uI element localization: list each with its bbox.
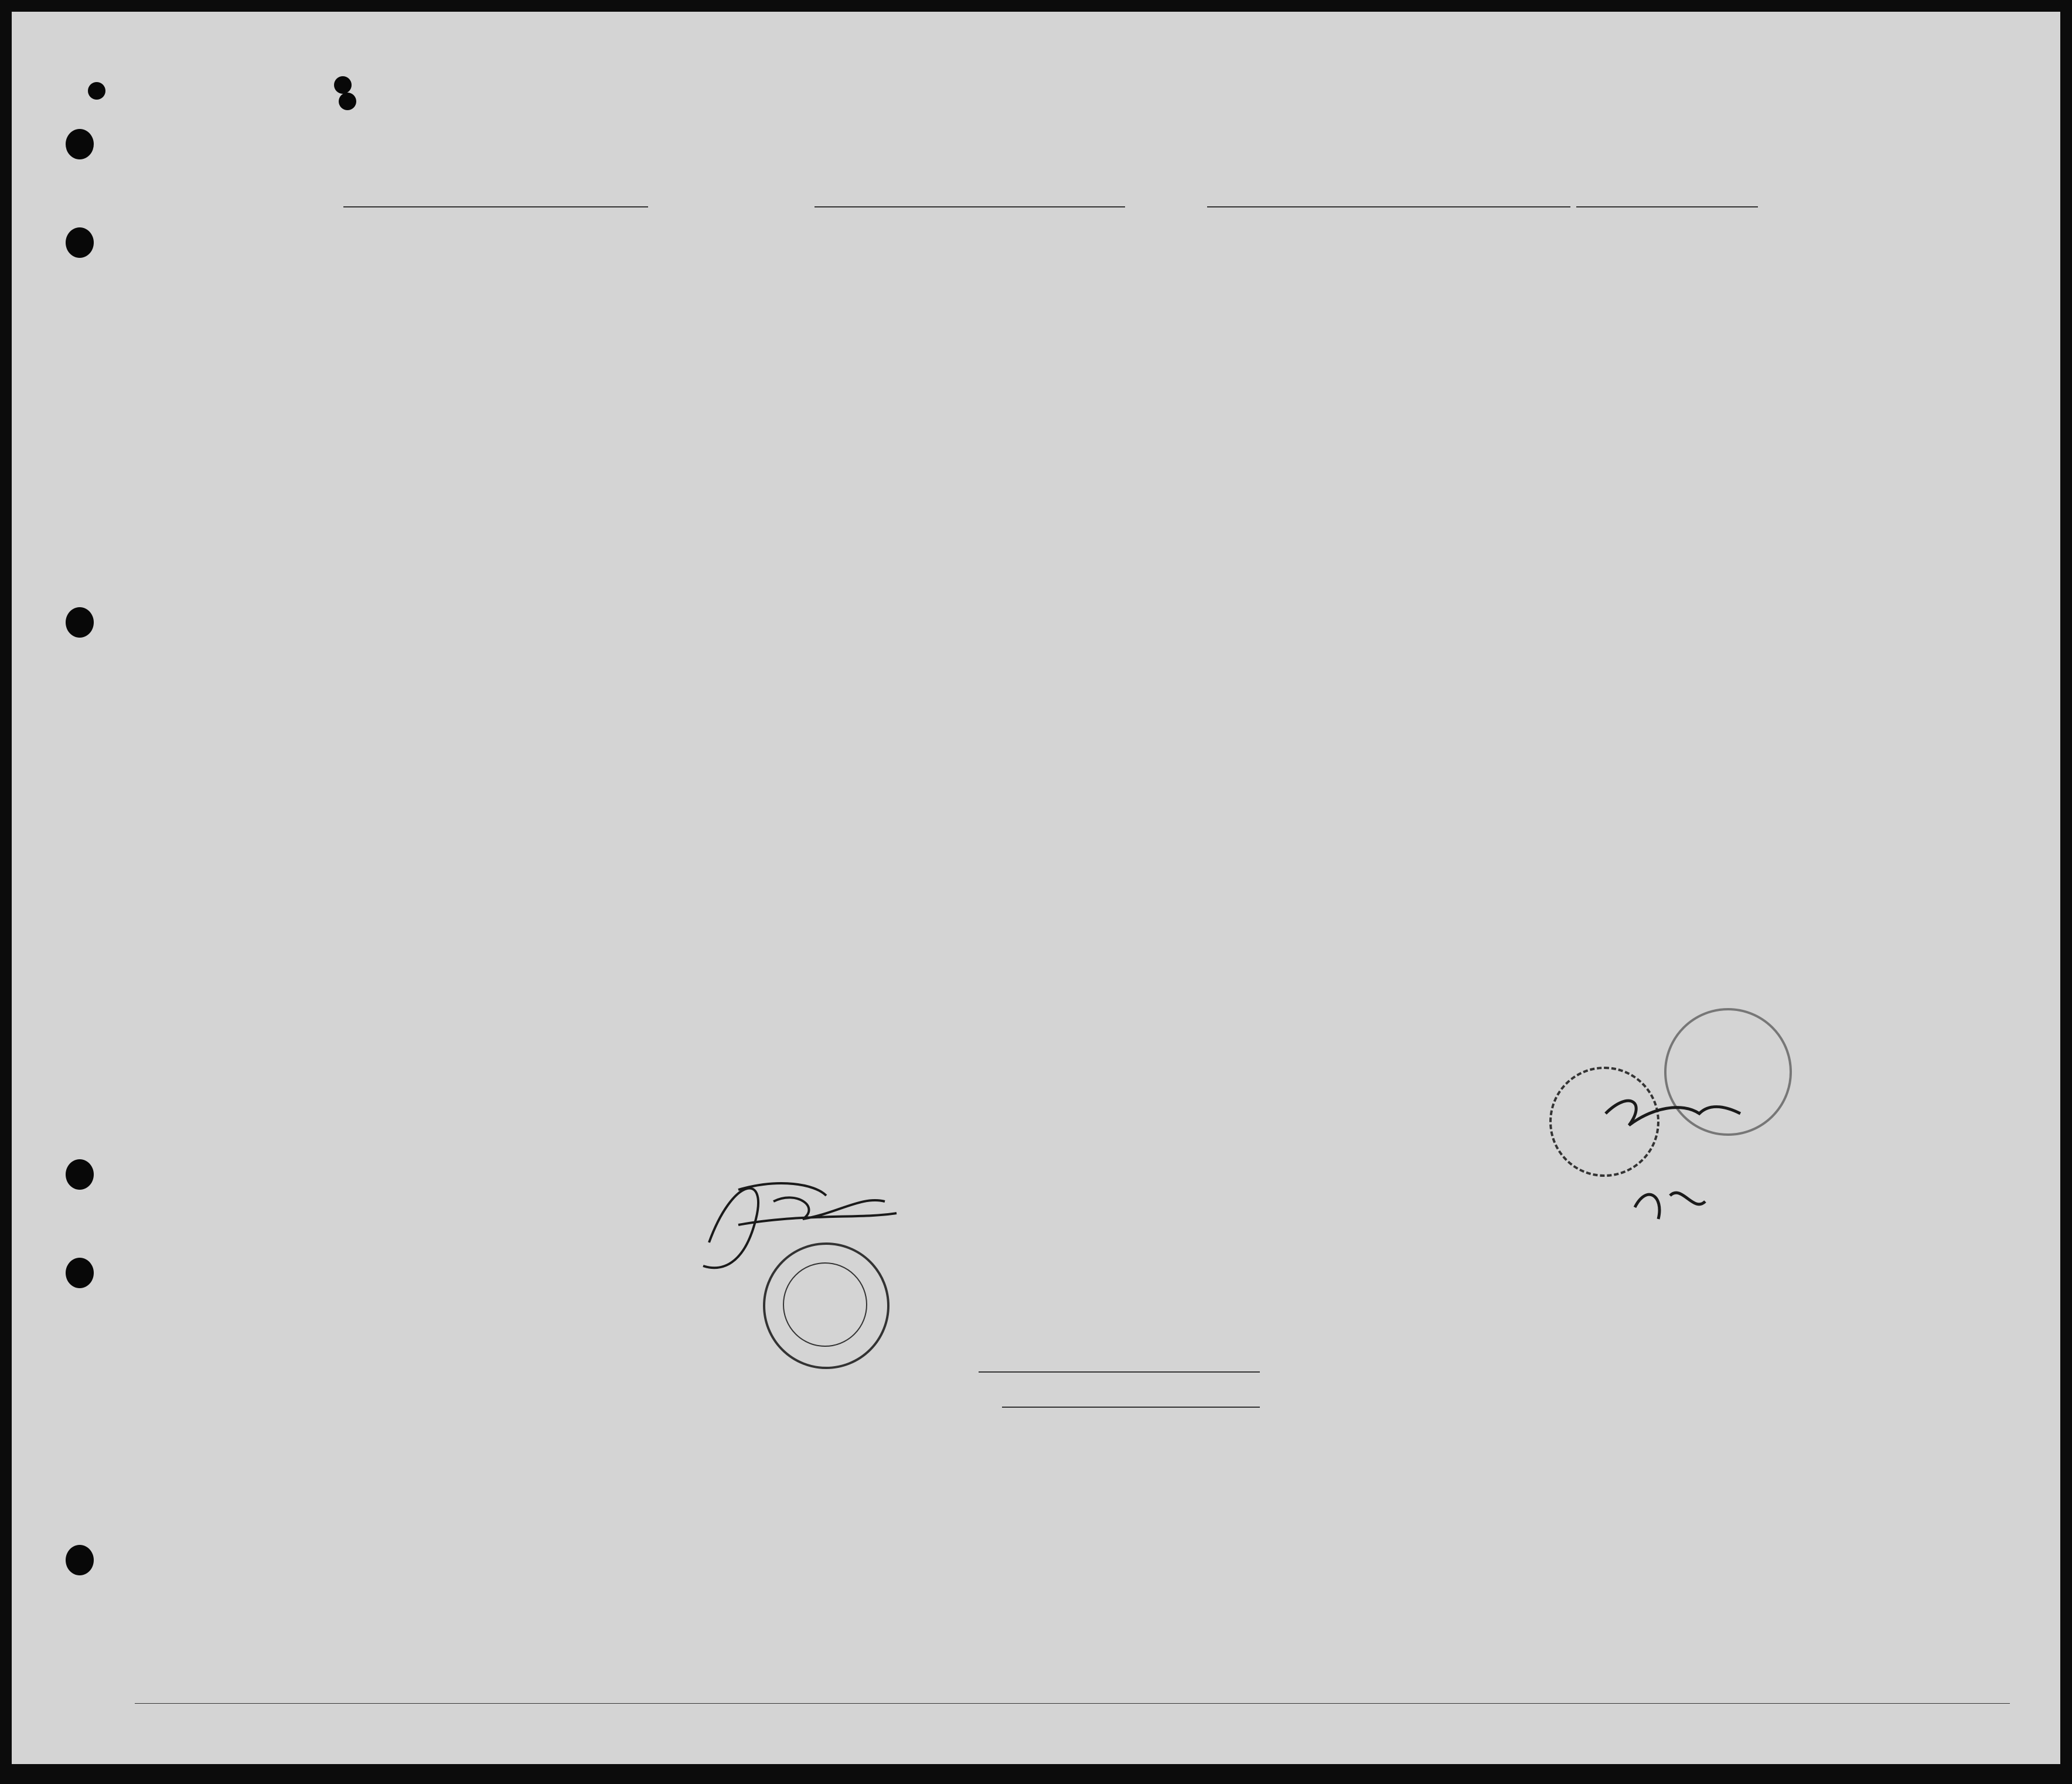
signature-line (979, 1371, 1260, 1373)
ink-dot (339, 93, 356, 110)
date-underline (1002, 1407, 1260, 1408)
ink-dot (334, 76, 352, 94)
footer-underline (135, 1703, 2010, 1704)
punch-hole (66, 1545, 94, 1575)
underline (815, 206, 1125, 207)
manifest-sheet (12, 12, 2060, 1764)
punch-hole (66, 227, 94, 258)
inspector-signature (1594, 1078, 1770, 1242)
punch-hole (66, 1159, 94, 1190)
punch-hole (66, 1258, 94, 1288)
punch-hole (66, 129, 94, 159)
underline (1576, 206, 1758, 207)
punch-hole (66, 607, 94, 638)
sheet-number-block (1838, 60, 2008, 72)
underline (1207, 206, 1570, 207)
seal-inner-ring (783, 1262, 867, 1347)
ink-dot (88, 82, 105, 100)
underline (343, 206, 648, 207)
consular-seal (763, 1242, 890, 1369)
